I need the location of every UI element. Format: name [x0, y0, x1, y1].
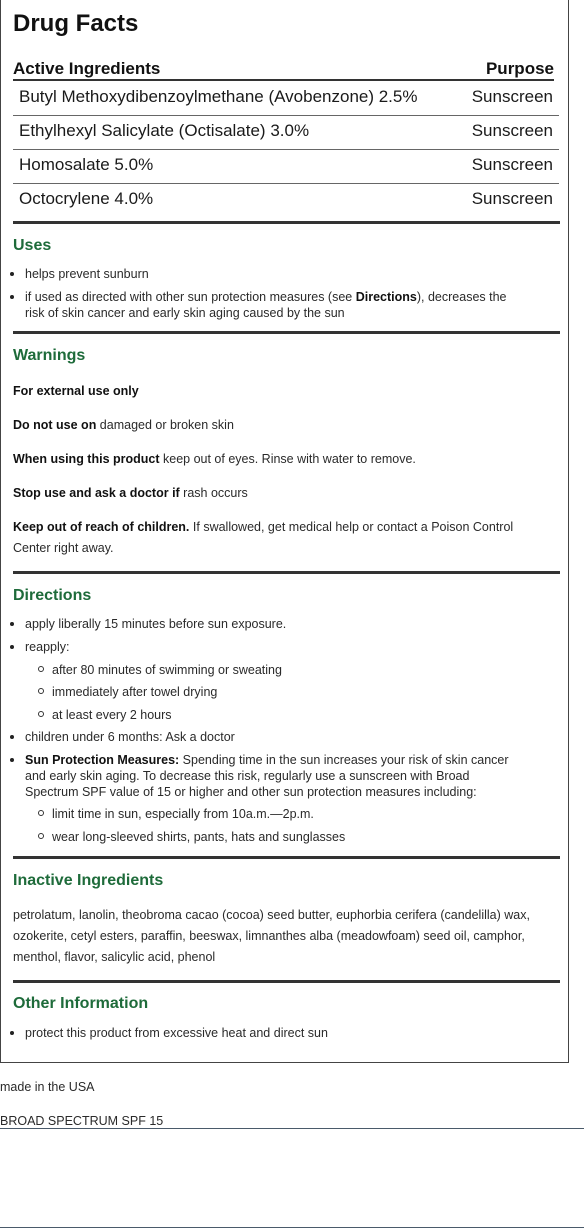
- ingredient-purpose: Sunscreen: [471, 155, 553, 174]
- warning-label: When using this product: [13, 452, 160, 466]
- list-item-text: limit time in sun, especially from 10a.m.—2p.m.: [52, 807, 314, 821]
- sub-list-item: [52, 829, 345, 845]
- list-item-text: Spectrum SPF value of 15 or higher and other sun protection measures including:: [25, 785, 477, 799]
- ingredient-purpose: Sunscreen: [471, 87, 553, 106]
- warning-text: keep out of eyes. Rinse with water to remove.: [159, 452, 416, 466]
- warning-item: [13, 483, 553, 504]
- directions-reference: Directions: [355, 290, 417, 304]
- list-item-text: at least every 2 hours: [52, 708, 172, 722]
- warning-item: [13, 449, 553, 470]
- list-item-text: risk of skin cancer and early skin aging caused by the sun: [25, 306, 345, 320]
- list-item: [25, 752, 509, 800]
- inactive-line: menthol, flavor, salicylic acid, phenol: [13, 950, 216, 964]
- list-item-text: ), decreases the: [416, 290, 507, 304]
- list-item: [25, 639, 69, 655]
- sub-list-item: [52, 707, 172, 723]
- warning-label: Keep out of reach of children.: [13, 520, 190, 534]
- warning-text: Center right away.: [13, 541, 114, 555]
- list-item: [25, 729, 235, 745]
- ingredient-row: [13, 81, 559, 116]
- ingredient-row: [13, 183, 559, 217]
- warning-label: Do not use on: [13, 418, 97, 432]
- inactive-line: petrolatum, lanolin, theobroma cacao (cocoa) seed butter, euphorbia cerifera (candelilla) wax,: [13, 908, 530, 922]
- warning-label: For external use only: [13, 384, 139, 398]
- list-item: [25, 289, 507, 321]
- made-in-text: made in the USA: [0, 1080, 95, 1094]
- warning-item: [13, 517, 553, 559]
- ingredient-name: Octocrylene 4.0%: [19, 189, 154, 208]
- sub-list-item: [52, 806, 314, 822]
- section-divider: [13, 980, 560, 983]
- inactive-line: ozokerite, cetyl esters, paraffin, beeswax, limnanthes alba (meadowfoam) seed oil, camphor,: [13, 929, 525, 943]
- list-item: [25, 1025, 328, 1041]
- page-title: Drug Facts: [13, 10, 139, 37]
- list-item-text: immediately after towel drying: [52, 685, 218, 699]
- list-item-text: Spending time in the sun increases your risk of skin cancer: [179, 753, 509, 767]
- list-item-text: helps prevent sunburn: [25, 267, 149, 281]
- list-item-text: protect this product from excessive heat and direct sun: [25, 1026, 328, 1040]
- sub-list-item: [52, 662, 282, 678]
- warnings-heading: Warnings: [13, 347, 86, 364]
- list-item-text: apply liberally 15 minutes before sun exposure.: [25, 617, 287, 631]
- ingredient-name: Ethylhexyl Salicylate (Octisalate) 3.0%: [19, 121, 310, 140]
- sub-list-item: [52, 684, 217, 700]
- section-divider: [13, 331, 560, 334]
- ingredient-name: Homosalate 5.0%: [19, 155, 154, 174]
- inactive-ingredients-text: [13, 905, 553, 968]
- other-information-heading: Other Information: [13, 995, 149, 1012]
- warning-item: [13, 381, 553, 402]
- section-divider: [13, 856, 560, 859]
- ingredient-purpose: Sunscreen: [471, 189, 553, 208]
- uses-heading: Uses: [13, 237, 52, 254]
- list-item-text: wear long-sleeved shirts, pants, hats and sunglasses: [52, 830, 346, 844]
- section-divider: [13, 571, 560, 574]
- list-item: [25, 266, 149, 282]
- list-item-text: after 80 minutes of swimming or sweating: [52, 663, 282, 677]
- divider-line: [0, 1227, 584, 1228]
- list-item-text: if used as directed with other sun protection measures (see: [25, 290, 356, 304]
- ingredient-row: [13, 115, 559, 150]
- section-divider: [13, 221, 560, 224]
- ingredient-row: [13, 149, 559, 184]
- warning-text: damaged or broken skin: [96, 418, 234, 432]
- divider-line: [0, 1128, 584, 1129]
- list-item-text: and early skin aging. To decrease this risk, regularly use a sunscreen with Broad: [25, 769, 470, 783]
- active-ingredients-header: [13, 57, 554, 81]
- list-item-text: children under 6 months: Ask a doctor: [25, 730, 235, 744]
- ingredient-name: Butyl Methoxydibenzoylmethane (Avobenzone) 2.5%: [19, 87, 418, 106]
- warning-item: [13, 415, 553, 436]
- warning-text: rash occurs: [179, 486, 248, 500]
- inactive-ingredients-heading: Inactive Ingredients: [13, 872, 164, 889]
- warning-text: If swallowed, get medical help or contact a Poison Control: [189, 520, 514, 534]
- sun-protection-label: Sun Protection Measures:: [25, 753, 180, 767]
- spf-text: BROAD SPECTRUM SPF 15: [0, 1114, 164, 1128]
- purpose-heading: Purpose: [485, 59, 554, 78]
- list-item: [25, 616, 286, 632]
- warning-label: Stop use and ask a doctor if: [13, 486, 180, 500]
- active-ingredients-heading: Active Ingredients: [13, 59, 161, 78]
- list-item-text: reapply:: [25, 640, 70, 654]
- directions-heading: Directions: [13, 587, 92, 604]
- ingredient-purpose: Sunscreen: [471, 121, 553, 140]
